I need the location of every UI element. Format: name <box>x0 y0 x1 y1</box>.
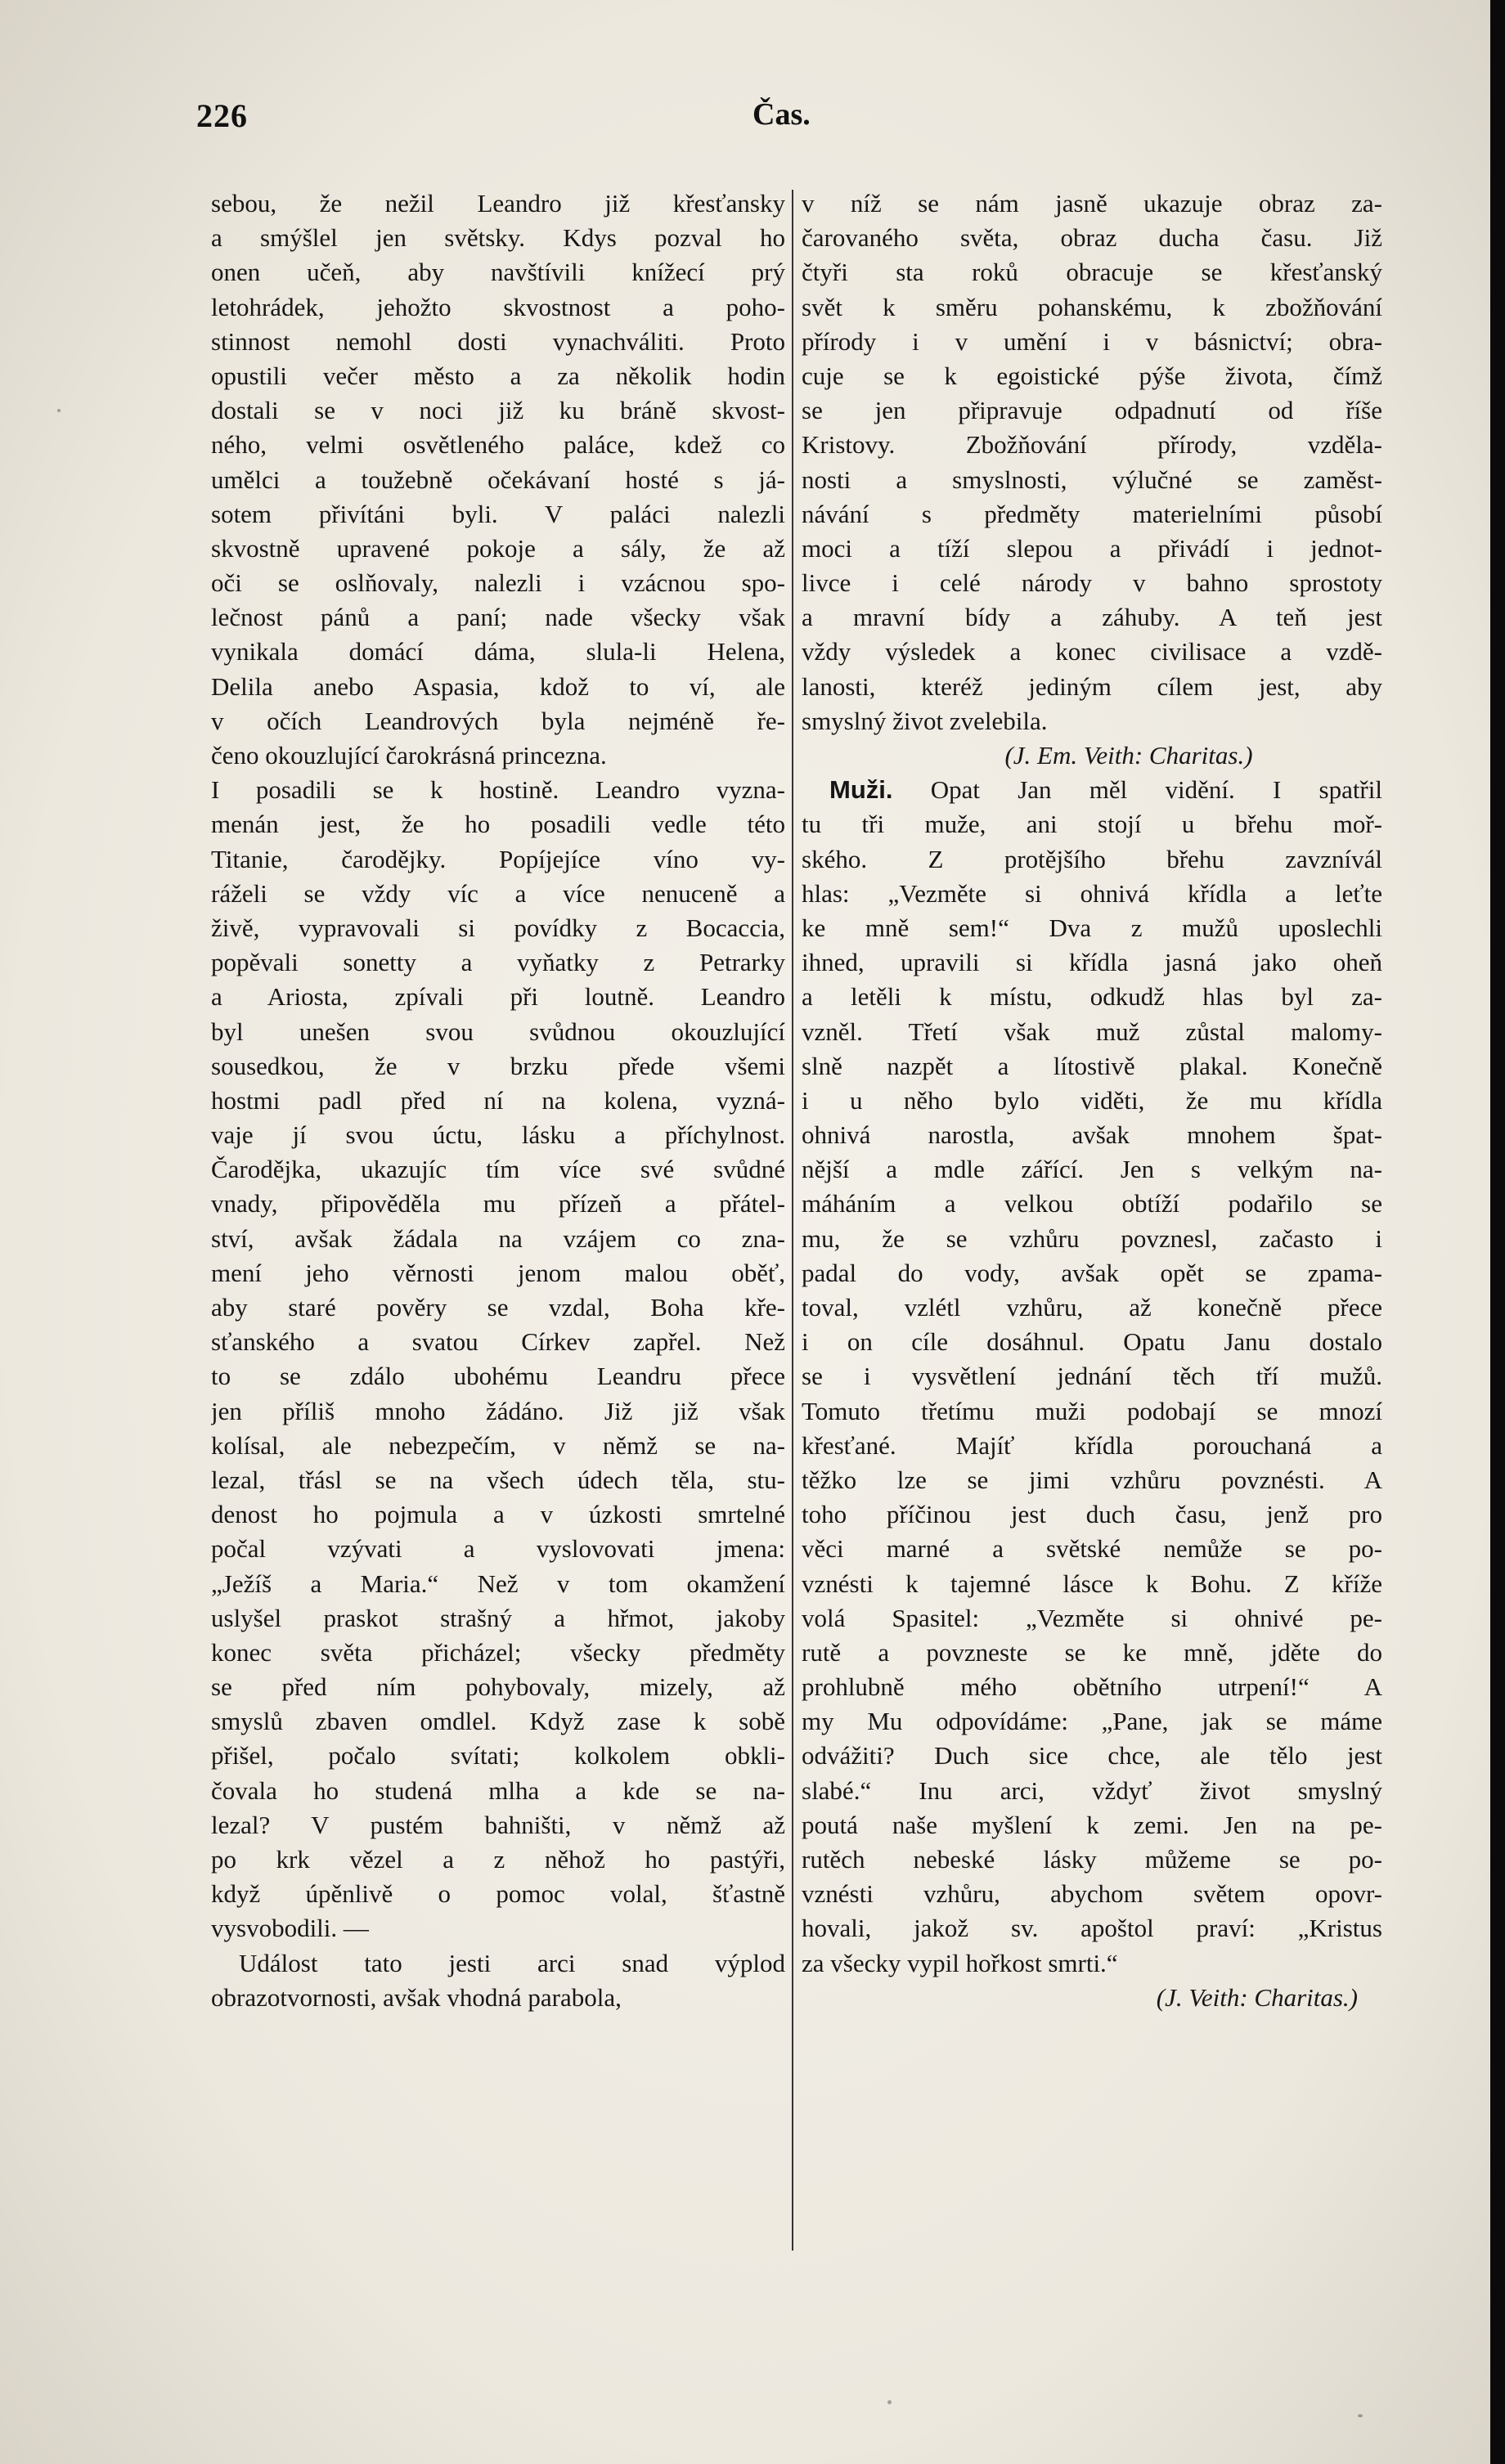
text-line: návání s předměty materielními působí <box>802 499 1382 528</box>
text-line: smyslný život zvelebila. <box>802 706 1048 735</box>
text-line: slabé.“ Inu arci, vždyť život smyslný <box>802 1775 1382 1805</box>
text-line: Čarodějka, ukazujíc tím více své svůdné <box>211 1155 785 1184</box>
text-line: „Ježíš a Maria.“ Než v tom okamžení <box>211 1569 785 1598</box>
text-line: i u něho bylo viděti, že mu křídla <box>802 1085 1382 1115</box>
text-line: ského. Z protějšího břehu zavznívál <box>802 844 1382 873</box>
text-line: uslyšel praskot strašný a hřmot, jakoby <box>211 1603 785 1632</box>
text-line: vznésti k tajemné lásce k Bohu. Z kříže <box>802 1569 1382 1598</box>
text-line: toho příčinou jest duch času, jenž pro <box>802 1500 1382 1529</box>
attribution: (J. Em. Veith: Charitas.) <box>1004 741 1253 770</box>
text-line: livce i celé národy v bahno sprostoty <box>802 568 1382 598</box>
text-line: letohrádek, jehožto skvostnost a poho- <box>211 292 785 321</box>
text-line: v očích Leandrových byla nejméně ře- <box>211 706 785 735</box>
text-line: hlas: „Vezměte si ohnivá křídla a leťte <box>802 878 1382 908</box>
text-line: vysvobodili. — <box>211 1914 369 1943</box>
text-line: kolísal, ale nebezpečím, v němž se na- <box>211 1430 785 1460</box>
scan-speck <box>887 2400 892 2404</box>
text-line: přírody i v umění i v básnictví; obra- <box>802 326 1382 356</box>
text-line: vynikala domácí dáma, slula-li Helena, <box>211 637 785 666</box>
text-line: to se zdálo ubohému Leandru přece <box>211 1362 785 1391</box>
text-line: se před ním pohybovaly, mizely, až <box>211 1672 785 1702</box>
text-line: rutě a povzneste se ke mně, jděte do <box>802 1637 1382 1667</box>
section-heading: Muži. <box>829 775 893 805</box>
text-line: Událost tato jesti arci snad výplod <box>239 1948 785 1977</box>
text-line: Kristovy. Zbožňování přírody, vzděla- <box>802 430 1382 460</box>
text-line: se jen připravuje odpadnutí od říše <box>802 396 1382 425</box>
text-line: a letěli k místu, odkudž hlas byl za- <box>802 982 1382 1012</box>
text-line: křesťané. Majíť křídla porouchaná a <box>802 1430 1382 1460</box>
text-line: opustili večer město a za několik hodin <box>211 361 785 390</box>
right-column <box>802 186 1382 2015</box>
text-line: lezal, třásl se na všech údech těla, stu- <box>211 1465 785 1494</box>
text-line: a smýšlel jen světsky. Kdys pozval ho <box>211 223 785 253</box>
text-line: Tomuto třetímu muži podobají se mnozí <box>802 1396 1382 1425</box>
text-line: umělci a toužebně očekávaní hosté s já- <box>211 465 785 494</box>
text-line: denost ho pojmula a v úzkosti smrtelné <box>211 1500 785 1529</box>
text-line: i on cíle dosáhnul. Opatu Janu dostalo <box>802 1327 1382 1357</box>
text-line: sousedkou, že v brzku přede všemi <box>211 1051 785 1080</box>
text-line: oči se oslňovaly, nalezli i vzácnou spo- <box>211 568 785 598</box>
text-line: hovali, jakož sv. apoštol praví: „Kristus <box>802 1914 1382 1943</box>
attribution: (J. Veith: Charitas.) <box>1156 1982 1358 2012</box>
text-line: po krk vězel a z něhož ho pastýři, <box>211 1845 785 1874</box>
text-line: se i vysvětlení jednání těch tří mužů. <box>802 1362 1382 1391</box>
text-line: lanosti, kteréž jediným cílem jest, aby <box>802 671 1382 701</box>
text-line: byl unešen svou svůdnou okouzlující <box>211 1017 785 1046</box>
text-line: toval, vzlétl vzhůru, až konečně přece <box>802 1293 1382 1322</box>
text-line: nosti a smyslnosti, výlučné se zaměst- <box>802 465 1382 494</box>
text-line: lezal? V pustém bahništi, v němž až <box>211 1810 785 1839</box>
text-line: aby staré pověry se vzdal, Boha kře- <box>211 1293 785 1322</box>
text-line: hostmi padl před ní na kolena, vyzná- <box>211 1085 785 1115</box>
text-line: za všecky vypil hořkost smrti.“ <box>802 1948 1118 1977</box>
text-line: obrazotvornosti, avšak vhodná parabola, <box>211 1982 622 2012</box>
text-line: ohnivá narostla, avšak mnohem špat- <box>802 1120 1382 1150</box>
page-number: 226 <box>196 97 248 134</box>
text-line: sotem přivítáni byli. V paláci nalezli <box>211 499 785 528</box>
text-line: ství, avšak žádala na vzájem co zna- <box>211 1223 785 1253</box>
text-line: když úpěnlivě o pomoc volal, šťastně <box>211 1879 785 1909</box>
text-line: Titanie, čarodějky. Popíjejíce víno vy- <box>211 844 785 873</box>
text-line: sťanského a svatou Církev zapřel. Než <box>211 1327 785 1357</box>
column-divider <box>792 190 793 2251</box>
text-line: čeno okouzlující čarokrásná princezna. <box>211 741 607 770</box>
scan-speck <box>1358 2414 1363 2417</box>
text-line: vznésti vzhůru, abychom světem opovr- <box>802 1879 1382 1909</box>
page-header <box>0 96 1505 146</box>
section-first-line-text: Opat Jan měl vidění. I spatřil <box>892 775 1382 805</box>
text-line: odvážiti? Duch sice chce, ale tělo jest <box>802 1741 1382 1771</box>
text-line: svět k směru pohanskému, k zbožňování <box>802 292 1382 321</box>
text-line: a mravní bídy a záhuby. A teň jest <box>802 603 1382 632</box>
scan-edge-shadow <box>1490 0 1505 2464</box>
text-line: vzněl. Třetí však muž zůstal malomy- <box>802 1017 1382 1046</box>
text-line: vždy výsledek a konec civilisace a vzdě- <box>802 637 1382 666</box>
text-line: máháním a velkou obtíží podařilo se <box>802 1189 1382 1219</box>
text-line: padal do vody, avšak opět se zpama- <box>802 1258 1382 1287</box>
text-line: živě, vypravovali si povídky z Bocaccia, <box>211 913 785 942</box>
text-line: sebou, že nežil Leandro již křesťansky <box>211 189 785 218</box>
text-line: čarovaného světa, obraz ducha času. Již <box>802 223 1382 253</box>
text-line: poutá naše myšlení k zemi. Jen na pe- <box>802 1810 1382 1839</box>
section-first-line <box>802 773 1382 807</box>
text-line: slně nazpět a lítostivě plakal. Konečně <box>802 1051 1382 1080</box>
text-line: moci a tíží slepou a přivádí i jednot- <box>802 533 1382 563</box>
text-line: přišel, počalo svítati; kolkolem obkli- <box>211 1741 785 1771</box>
text-line: skvostně upravené pokoje a sály, že až <box>211 533 785 563</box>
text-line: smyslů zbaven omdlel. Když zase k sobě <box>211 1707 785 1736</box>
text-line: mu, že se vzhůru povznesl, začasto i <box>802 1223 1382 1253</box>
text-line: počal vzývati a vyslovovati jmena: <box>211 1534 785 1564</box>
text-line: lečnost pánů a paní; nade všecky však <box>211 603 785 632</box>
text-line: popěvali sonetty a vyňatky z Petrarky <box>211 948 785 977</box>
text-line: nější a mdle zářící. Jen s velkým na- <box>802 1155 1382 1184</box>
text-line: rutěch nebeské lásky můžeme se po- <box>802 1845 1382 1874</box>
text-line: ráželi se vždy víc a více nenuceně a <box>211 878 785 908</box>
text-line: menán jest, že ho posadili vedle této <box>211 810 785 839</box>
text-line: dostali se v noci již ku bráně skvost- <box>211 396 785 425</box>
text-line: prohlubně mého obětního utrpení!“ A <box>802 1672 1382 1702</box>
text-line: ného, velmi osvětleného paláce, kdež co <box>211 430 785 460</box>
running-head: Čas. <box>752 97 811 132</box>
text-line: tu tři muže, ani stojí u břehu moř- <box>802 810 1382 839</box>
text-line: čovala ho studená mlha a kde se na- <box>211 1775 785 1805</box>
scan-speck <box>57 409 61 412</box>
text-line: cuje se k egoistické pýše života, čímž <box>802 361 1382 390</box>
text-line: v níž se nám jasně ukazuje obraz za- <box>802 189 1382 218</box>
left-column <box>211 186 785 2015</box>
text-line: Delila anebo Aspasia, kdož to ví, ale <box>211 671 785 701</box>
text-line: ke mně sem!“ Dva z mužů uposlechli <box>802 913 1382 942</box>
text-line: volá Spasitel: „Vezměte si ohnivé pe- <box>802 1603 1382 1632</box>
text-line: jen příliš mnoho žádáno. Již již však <box>211 1396 785 1425</box>
text-line: konec světa přicházel; všecky předměty <box>211 1637 785 1667</box>
text-line: věci marné a světské nemůže se po- <box>802 1534 1382 1564</box>
text-line: vnady, připověděla mu přízeň a přátel- <box>211 1189 785 1219</box>
text-line: stinnost nemohl dosti vynachváliti. Proto <box>211 326 785 356</box>
text-line: vaje jí svou úctu, lásku a příchylnost. <box>211 1120 785 1150</box>
text-line: těžko lze se jimi vzhůru povznésti. A <box>802 1465 1382 1494</box>
text-line: čtyři sta roků obracuje se křesťanský <box>802 258 1382 287</box>
text-line: mení jeho věrnosti jenom malou oběť, <box>211 1258 785 1287</box>
text-line: ihned, upravili si křídla jasná jako oheň <box>802 948 1382 977</box>
text-line: I posadili se k hostině. Leandro vyzna- <box>211 775 785 805</box>
text-line: my Mu odpovídáme: „Pane, jak se máme <box>802 1707 1382 1736</box>
text-line: a Ariosta, zpívali při loutně. Leandro <box>211 982 785 1012</box>
text-line: onen učeň, aby navštívili knížecí prý <box>211 258 785 287</box>
